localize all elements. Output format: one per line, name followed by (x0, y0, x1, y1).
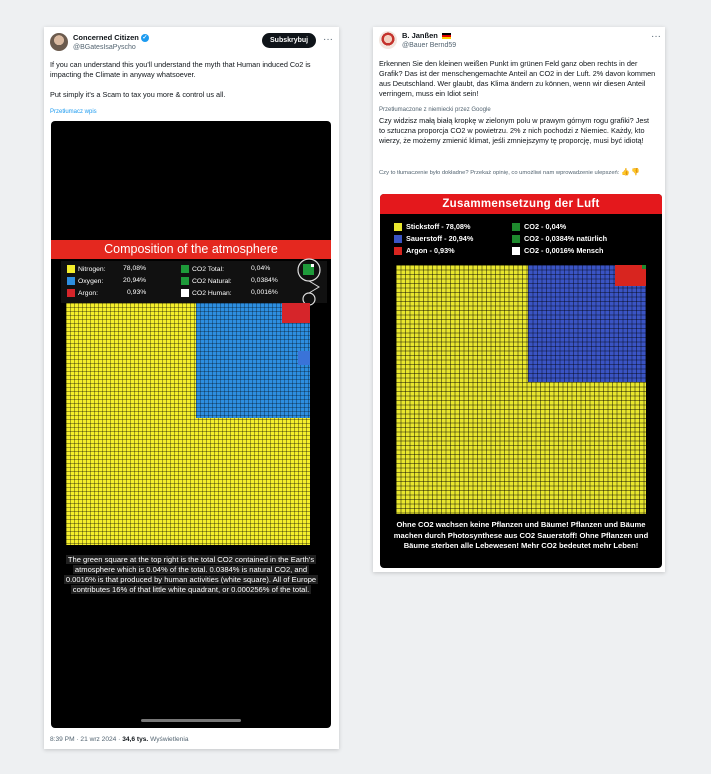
legend-label: CO2 - 0,04% (524, 222, 567, 231)
thumbs-down-icon[interactable]: 👎 (631, 169, 641, 176)
legend-label: CO2 - 0,0384% natürlich (524, 234, 608, 243)
legend-label: Nitrogen: (78, 265, 106, 273)
post-header (50, 33, 149, 53)
post-header (379, 31, 456, 51)
legend-swatch (67, 289, 75, 297)
co2-square (642, 265, 646, 269)
translate-post-link[interactable]: Przetłumacz wpis (50, 109, 97, 115)
legend-swatch (512, 235, 520, 243)
legend-value: 78,08% (123, 265, 147, 272)
legend-label: Argon - 0,93% (406, 246, 455, 255)
germany-flag-icon (442, 33, 451, 39)
legend-label: Oxygen: (78, 277, 104, 285)
legend-value: 20,94% (123, 277, 147, 284)
legend-value: 0,0016% (251, 289, 278, 296)
legend-swatch (394, 235, 402, 243)
legend-swatch (67, 265, 75, 273)
view-count: 34,6 tys. (122, 736, 149, 743)
legend-label: Stickstoff - 78,08% (406, 222, 471, 231)
legend-swatch (394, 223, 402, 231)
user-handle[interactable]: @BGatesIsaPyscho (73, 44, 136, 51)
post-text: Erkennen Sie den kleinen weißen Punkt im grünen Feld ganz oben rechts in der Grafik? Das ist der menschengemachte Anteil an CO2 in der Luft. 2% davon kommen aus Deutschland. Wer glaubt, das Klima ändern zu können, wenn wir diesen Anteil verringern, muss ein Idiot sein! (379, 59, 656, 98)
post-translation: Czy widzisz małą białą kropkę w zielonym polu w prawym górnym rogu grafiki? Jest to sztuczna proporcja CO2 w powietrzu. 2% z nich pochodzi z Niemiec. Każdy, kto wierzy, że możemy zmienić klimat, jeśli zmniejszymy tę proporcję, musi być idiotą! (379, 116, 650, 145)
legend-swatch (181, 289, 189, 297)
zoom-callout-icon (295, 257, 325, 307)
legend-label: CO2 Natural: (192, 277, 232, 285)
post-footer (50, 736, 188, 743)
image-caption (59, 555, 323, 595)
legend-swatch (512, 247, 520, 255)
legend-label: CO2 - 0,0016% Mensch (524, 246, 604, 255)
subscribe-button[interactable]: Subskrybuj (262, 33, 316, 48)
post-image[interactable] (380, 194, 662, 568)
composition-grid (66, 303, 310, 545)
legend-value: 0,0384% (251, 277, 278, 284)
legend-value: 0,93% (127, 289, 147, 296)
post-text: If you can understand this you'll understand the myth that Human induced Co2 is impacting the Climate in anyway whatsoever. Put simply it's a Scam to tax you more & control us all. (50, 60, 311, 99)
legend-label: CO2 Human: (192, 289, 232, 297)
legend-label: CO2 Total: (192, 265, 224, 273)
legend-value: 0,04% (251, 265, 271, 272)
translation-feedback (379, 169, 659, 177)
post-timestamp[interactable]: 8:39 PM · 21 wrz 2024 · (50, 736, 123, 743)
legend-swatch (512, 223, 520, 231)
home-indicator (141, 719, 241, 722)
display-name[interactable]: B. Janßen (402, 31, 438, 40)
user-handle[interactable]: @Bauer Bernd59 (402, 42, 457, 49)
image-title: Composition of the atmosphere (51, 240, 331, 259)
blue-marker (298, 351, 310, 365)
image-title: Zusammensetzung der Luft (380, 194, 662, 214)
display-name[interactable]: Concerned Citizen (73, 33, 139, 42)
more-options-icon[interactable]: ··· (323, 34, 333, 45)
more-options-icon[interactable]: ··· (651, 31, 661, 42)
argon-region (282, 303, 310, 323)
thumbs-up-icon[interactable]: 👍 (621, 169, 630, 176)
image-caption-text: The green square at the top right is the total CO2 contained in the Earth's atmosphere which is 0.04% of the total. 0.0384% is natural CO2, and 0.0016% is that produced by human activities (white square). All of Europe contributes 16% of that little white quadrant, or 0.000256% of the total. (65, 555, 317, 594)
avatar[interactable] (379, 31, 397, 49)
legend-swatch (394, 247, 402, 255)
verified-badge-icon: ✓ (142, 35, 148, 41)
avatar[interactable] (50, 33, 68, 51)
image-legend (61, 261, 327, 303)
post-image[interactable] (51, 121, 331, 728)
legend-swatch (181, 265, 189, 273)
composition-grid (396, 265, 646, 514)
legend-swatch (181, 277, 189, 285)
translated-by-label[interactable]: Przetłumaczone z niemiecki przez Google (379, 107, 491, 113)
legend-label: Sauerstoff - 20,94% (406, 234, 474, 243)
image-caption: Ohne CO2 wachsen keine Pflanzen und Bäume! Pflanzen und Bäume machen durch Photosynthese aus CO2 Sauerstoff! Ohne Pflanzen und Bäume sterben alle Lebewesen! Mehr CO2 bedeutet mehr Leben! (393, 520, 649, 550)
legend-swatch (67, 277, 75, 285)
feedback-text: Czy to tłumaczenie było dokładne? Przekaż opinię, co umożliwi nam wprowadzenie ulepszeń: (379, 170, 620, 176)
legend-label: Argon: (78, 289, 99, 297)
post-card-1 (44, 27, 339, 749)
views-label: Wyświetlenia (148, 736, 189, 743)
post-card-2 (373, 27, 665, 572)
